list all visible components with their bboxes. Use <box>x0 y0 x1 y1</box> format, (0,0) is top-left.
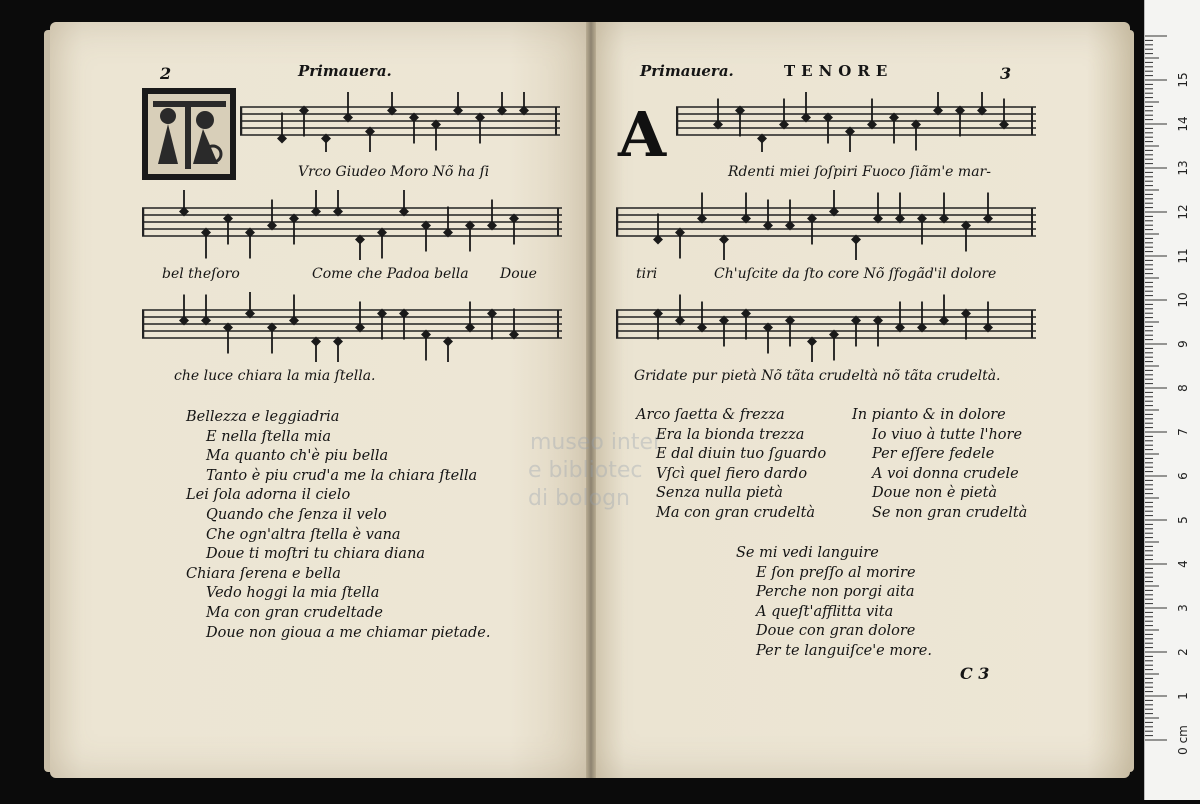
verse-line: Vſcì quel fiero dardo <box>656 465 808 482</box>
ruler-label: 5 <box>1176 516 1190 524</box>
right-verse-col-1 <box>636 406 826 524</box>
left-lyric-line-2b: Come che Padoa bella <box>312 266 469 282</box>
verse-line: Per eſſere fedele <box>872 446 995 463</box>
initial-letter: A <box>618 98 667 171</box>
ruler-label: 4 <box>1176 560 1190 568</box>
verse-line: In pianto & in dolore <box>852 407 1006 423</box>
left-lyric-line-2c: Doue <box>500 266 537 282</box>
left-lyric-line-2a: bel theſoro <box>162 266 240 282</box>
watermark-line-2: e bibliotec <box>528 458 643 483</box>
ruler-label: 9 <box>1176 340 1190 348</box>
ruler-label: 14 <box>1176 116 1190 132</box>
left-page-number: 2 <box>160 64 172 83</box>
woodcut-figures-icon <box>148 94 230 174</box>
ruler-label: 3 <box>1176 604 1190 612</box>
watermark-line-1: museo inter <box>530 430 663 455</box>
ruler-label: 12 <box>1176 204 1190 220</box>
ruler-label: 6 <box>1176 472 1190 480</box>
verse-line: Ma quanto ch'è piu bella <box>206 448 389 465</box>
verse-line: Doue non è pietà <box>872 485 998 502</box>
watermark-line-3: di bologn <box>528 486 630 511</box>
verse-line: Ma con gran crudeltade <box>206 604 383 621</box>
right-staff-1 <box>676 92 1036 152</box>
left-page-header: Primauera. <box>298 62 392 80</box>
verse-line: Se non gran crudeltà <box>872 504 1028 521</box>
measurement-ruler <box>1144 0 1200 800</box>
verse-line: Tanto è piu crud'a me la chiara ſtella <box>206 467 478 484</box>
verse-line: Senza nulla pietà <box>656 485 783 502</box>
book-gutter <box>586 22 596 778</box>
verse-line: Ma con gran crudeltà <box>656 504 816 521</box>
right-staff-2 <box>616 190 1036 260</box>
verse-line: Perche non porgi aita <box>756 584 915 601</box>
signature-mark: C 3 <box>960 664 990 683</box>
left-staff-1 <box>240 92 560 152</box>
right-staff-3 <box>616 292 1036 362</box>
right-verse-col-2 <box>852 406 1027 524</box>
ruler-label: 15 <box>1176 72 1190 88</box>
right-lyric-line-2b: Ch'uſcite da ſto core Nõ ſfogãd'il dolore <box>714 266 997 282</box>
verse-line: Lei ſola adorna il cielo <box>186 487 351 504</box>
verse-line: Arco ſaetta & frezza <box>636 407 785 423</box>
ruler-label: 7 <box>1176 428 1190 436</box>
left-lyric-line-3: che luce chiara la mia ſtella. <box>174 368 376 384</box>
ruler-label: 8 <box>1176 384 1190 392</box>
left-verse <box>186 408 490 643</box>
ruler-label: 11 <box>1176 248 1190 264</box>
right-page-number: 3 <box>1000 64 1012 83</box>
left-lyric-line-1: Vrco Giudeo Moro Nõ ha ſi <box>298 164 490 180</box>
ruler-label: 13 <box>1176 160 1190 176</box>
ruler-label: 0 cm <box>1176 725 1190 755</box>
ruler-label: 2 <box>1176 648 1190 656</box>
verse-line: Bellezza e leggiadria <box>186 409 340 425</box>
right-verse-bottom <box>736 544 932 662</box>
right-lyric-line-2a: tiri <box>636 266 658 282</box>
verse-line: Doue ti moſtri tu chiara diana <box>206 546 426 563</box>
ruler-label: 10 <box>1176 292 1190 308</box>
verse-line: Che ogn'altra ſtella è vana <box>206 526 401 543</box>
verse-line: Doue non gioua a me chiamar pietade. <box>206 624 491 641</box>
ruler-label: 1 <box>1176 692 1190 700</box>
left-staff-2 <box>142 190 562 260</box>
verse-line: Quando che ſenza il velo <box>206 506 387 523</box>
verse-line: Chiara ſerena e bella <box>186 565 341 582</box>
verse-line: Doue con gran dolore <box>756 623 916 640</box>
verse-line: A queſt'afflitta vita <box>756 603 894 620</box>
right-page-header: Primauera. <box>640 62 734 80</box>
decorated-initial-woodcut <box>142 88 236 180</box>
voice-part-label: TENORE <box>784 62 894 80</box>
ruler-ticks <box>1145 0 1200 800</box>
verse-line: E dal diuin tuo ſguardo <box>656 446 827 463</box>
verse-line: E nella ſtella mia <box>206 428 331 445</box>
right-lyric-line-1: Rdenti miei ſoſpiri Fuoco ſiãm'e mar- <box>728 164 991 180</box>
verse-line: Era la bionda trezza <box>656 426 805 443</box>
verse-line: A voi donna crudele <box>872 465 1019 482</box>
right-lyric-line-3: Gridate pur pietà Nõ tãta crudeltà nõ tãta crudeltà. <box>634 368 1001 384</box>
verse-line: Per te languiſce'e more. <box>756 642 932 659</box>
verse-line: Io viuo à tutte l'hore <box>872 426 1023 443</box>
verse-line: Vedo hoggi la mia ſtella <box>206 585 380 602</box>
verse-line: Se mi vedi languire <box>736 545 879 561</box>
left-staff-3 <box>142 292 562 362</box>
verse-line: E ſon preſſo al morire <box>756 564 916 581</box>
